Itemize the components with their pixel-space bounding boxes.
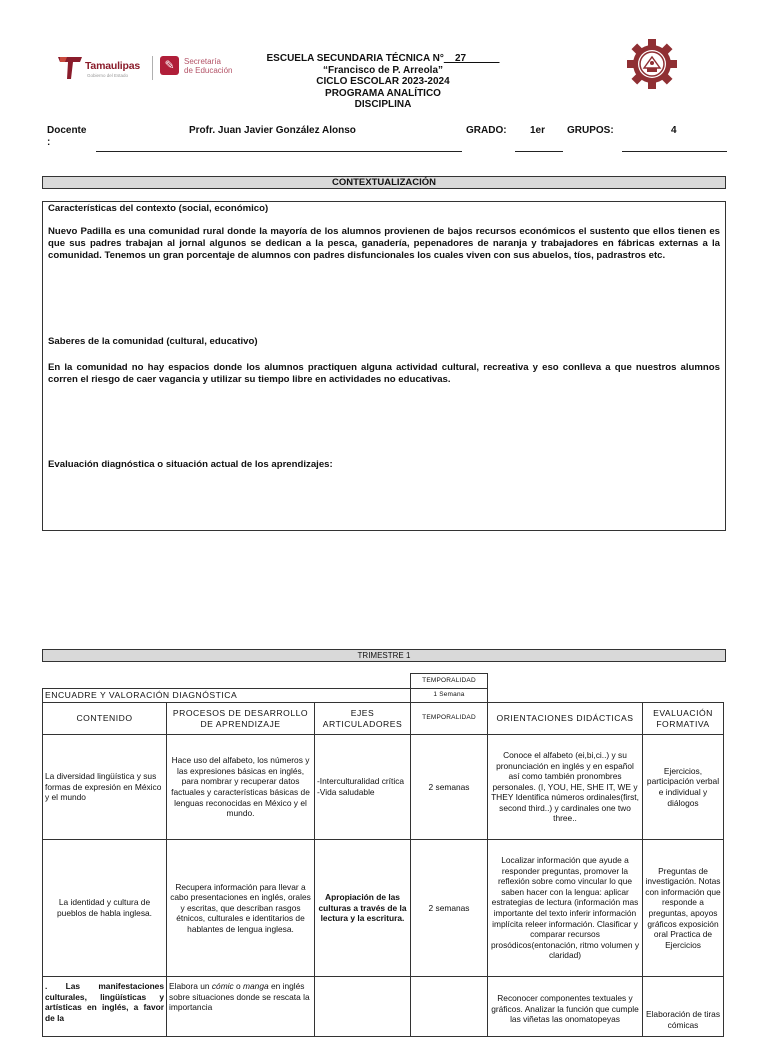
context-heading-cultural: Saberes de la comunidad (cultural, educativo) bbox=[48, 336, 258, 347]
row3-procesos: Elabora un cómic o manga en inglés sobre situaciones donde se rescata la importancia bbox=[167, 977, 315, 1037]
row3-temporalidad bbox=[411, 977, 488, 1037]
row1-temporalidad: 2 semanas bbox=[411, 735, 488, 840]
tamaulipas-name: Tamaulipas bbox=[85, 60, 140, 72]
contextualizacion-title-bar: CONTEXTUALIZACIÓN bbox=[42, 176, 726, 189]
discipline-title: DISCIPLINA bbox=[354, 99, 412, 111]
row1-procesos: Hace uso del alfabeto, los números y las expresiones básicas en inglés, para nombrar y recuperar datos factuales y características básicas de lenguas reconocidas en México y el mundo. bbox=[167, 735, 315, 840]
school-number: __27______ bbox=[443, 53, 500, 64]
temporalidad-top-header: TEMPORALIDAD bbox=[411, 674, 488, 689]
header-evaluacion: EVALUACIÓN FORMATIVA bbox=[643, 703, 724, 735]
row1-orientaciones: Conoce el alfabeto (ei,bi,ci..) y su pronunciación en inglés y en español así como también pronombres personales. (I, YOU, HE, SHE IT, WE y THEY Identifica números ordinales(first, second third..) y cardinales one two three.. bbox=[488, 735, 643, 840]
secretaria-mark-icon: ✎ bbox=[160, 56, 179, 75]
trimestre-table bbox=[42, 673, 724, 1037]
row1-ejes: -Interculturalidad crítica -Vida saludable bbox=[315, 735, 411, 840]
grupos-label: GRUPOS: bbox=[567, 125, 614, 136]
grado-value: 1er bbox=[530, 125, 546, 136]
docente-label: Docente bbox=[47, 125, 87, 136]
row3-contenido: . Las manifestaciones culturales, lingüísticas y artísticas en inglés, a favor de la bbox=[43, 977, 167, 1037]
grupos-underline bbox=[622, 151, 727, 152]
row2-procesos: Recupera información para llevar a cabo presentaciones en inglés, orales y escritas, que describan rasgos étnicos, culturales e identitarios de hablantes de lengua inglesa. bbox=[167, 840, 315, 977]
docente-underline bbox=[96, 151, 462, 152]
header-ejes: EJES ARTICULADORES bbox=[315, 703, 411, 735]
secretaria-line2: de Educación bbox=[184, 66, 233, 75]
tamaulipas-t-icon bbox=[57, 54, 83, 80]
grupos-value: 4 bbox=[671, 125, 677, 136]
docente-colon: : bbox=[47, 137, 51, 148]
school-name: ESCUELA SECUNDARIA TÉCNICA N° bbox=[266, 53, 444, 64]
table-row bbox=[43, 840, 724, 977]
tamaulipas-logo bbox=[57, 54, 147, 82]
row1-contenido: La diversidad lingüística y sus formas de expresión en México y el mundo bbox=[43, 735, 167, 840]
header-contenido: CONTENIDO bbox=[43, 703, 167, 735]
document-header bbox=[200, 53, 566, 111]
row3-evaluacion: Elaboración de tiras cómicas bbox=[643, 977, 724, 1037]
table-row bbox=[43, 735, 724, 840]
row3-orientaciones: Reconocer componentes textuales y gráficos. Analizar la función que cumple las viñetas las onomatopeyas bbox=[488, 977, 643, 1037]
context-heading-diagnostic: Evaluación diagnóstica o situación actual de los aprendizajes: bbox=[48, 459, 333, 470]
header-temporalidad: TEMPORALIDAD bbox=[411, 703, 488, 735]
context-heading-social: Características del contexto (social, económico) bbox=[48, 203, 269, 214]
row2-temporalidad: 2 semanas bbox=[411, 840, 488, 977]
table-row bbox=[43, 977, 724, 1037]
context-text-cultural: En la comunidad no hay espacios donde los alumnos practiquen alguna actividad cultural, recreativa y eso conlleva a que nuestros alumnos corren el riesgo de caer vagancia y utilizar su tiempo libre en actividades no educativas. bbox=[48, 362, 720, 385]
row2-orientaciones: Localizar información que ayude a responder preguntas, promover la reflexión sobre como vincular lo que saben hacer con la lengua: aplicar estrategias de lectura (información mas importante del texto inferir información implícita releer información. Clasificar y comparar recursos prosódicos(entonación, ritmo volumen y claridad) bbox=[488, 840, 643, 977]
school-gear-emblem-icon bbox=[626, 38, 678, 90]
trimestre-title-bar: TRIMESTRE 1 bbox=[42, 649, 726, 662]
context-text-social: Nuevo Padilla es una comunidad rural donde la mayoría de los alumnos provienen de bajos recursos económicos el sustento que ellos tienen es que sus padres trabajan al jornal algunos se dedican a la pesca, ganadería, pepenadores de naranja y trabajadores en fábricas externas a la comunidad. Tenemos un gran porcentaje de alumnos con padres disfuncionales los cuales viven con sus abuelos, tíos, padrastros etc. bbox=[48, 226, 720, 261]
grado-label: GRADO: bbox=[466, 125, 507, 136]
header-procesos: PROCESOS DE DESARROLLO DE APRENDIZAJE bbox=[167, 703, 315, 735]
docente-name: Profr. Juan Javier González Alonso bbox=[189, 125, 356, 136]
grado-underline bbox=[515, 151, 563, 152]
school-cycle: CICLO ESCOLAR 2023-2024 bbox=[316, 76, 450, 88]
tamaulipas-sub: Gobierno del Estado bbox=[87, 73, 129, 78]
logo-divider bbox=[152, 56, 153, 80]
row1-evaluacion: Ejercicios, participación verbal e individual y diálogos bbox=[643, 735, 724, 840]
secretaria-line1: Secretaría bbox=[184, 57, 221, 66]
row2-contenido: La identidad y cultura de pueblos de habla inglesa. bbox=[43, 840, 167, 977]
school-patron: “Francisco de P. Arreola” bbox=[322, 64, 444, 76]
row2-ejes: Apropiación de las culturas a través de la lectura y la escritura. bbox=[315, 840, 411, 977]
school-name-line bbox=[200, 53, 566, 65]
contextualizacion-box bbox=[42, 201, 726, 531]
encuadre-label: ENCUADRE Y VALORACIÓN DIAGNÓSTICA bbox=[43, 689, 411, 703]
row2-evaluacion: Preguntas de investigación. Notas con información que responde a preguntas, apoyos gráficos exposición oral Practica de Ejercicios bbox=[643, 840, 724, 977]
row3-ejes bbox=[315, 977, 411, 1037]
program-title: PROGRAMA ANALÍTICO bbox=[325, 87, 441, 99]
docente-info-row bbox=[47, 125, 737, 155]
header-orientaciones: ORIENTACIONES DIDÁCTICAS bbox=[488, 703, 643, 735]
encuadre-time: 1 Semana bbox=[411, 689, 488, 703]
